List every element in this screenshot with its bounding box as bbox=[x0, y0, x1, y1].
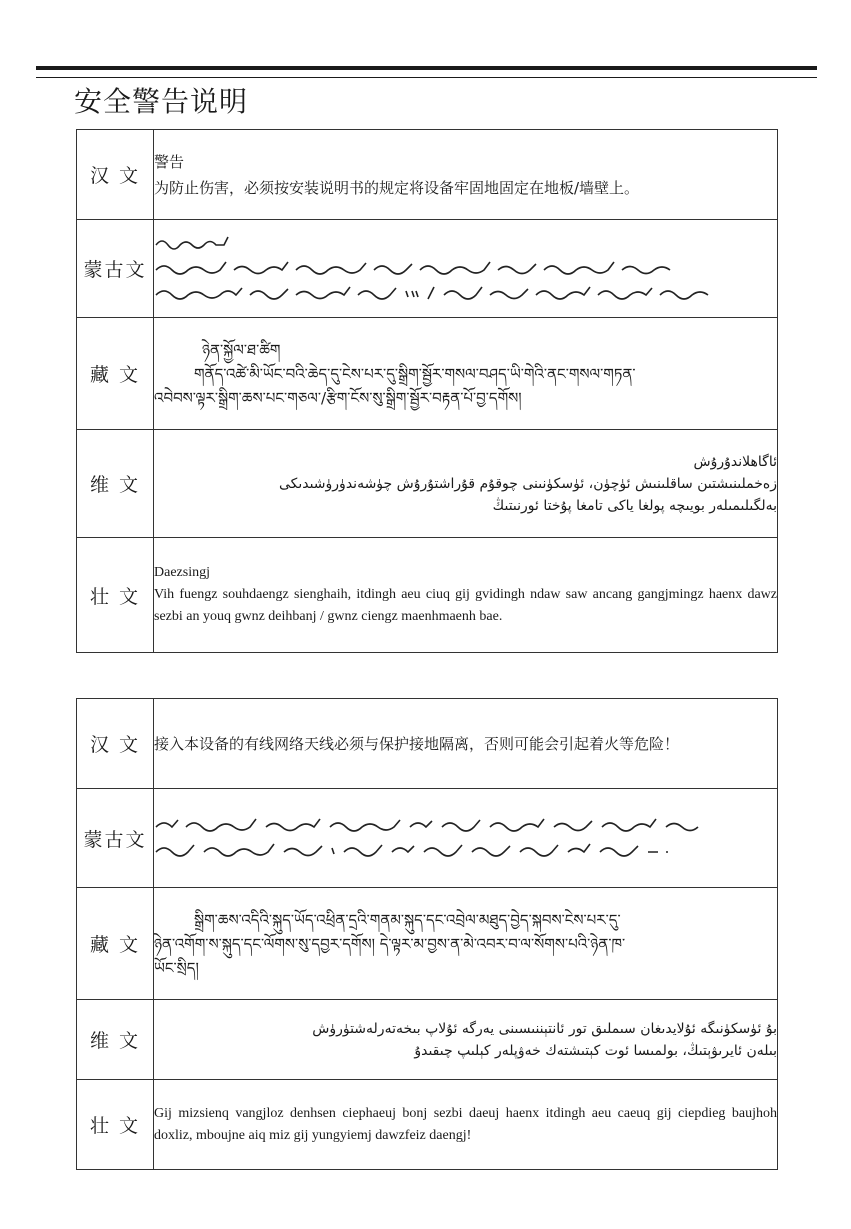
cell-mongolian bbox=[154, 220, 778, 318]
cell-zhuang bbox=[154, 1080, 778, 1170]
cell-tibetan bbox=[154, 318, 778, 430]
table-row-chinese bbox=[77, 699, 778, 789]
lang-label-uyghur: 维 文 bbox=[77, 430, 154, 538]
warning-heading-uyghur: ئاگاھلاندۇرۇش bbox=[693, 453, 777, 470]
notice-text-chinese: 接入本设备的有线网络天线必须与保护接地隔离，否则可能会引起着火等危险！ bbox=[154, 734, 680, 753]
warning-heading-chinese: 警告 bbox=[154, 152, 185, 171]
notice-text-uyghur-line-1: بۇ ئۈسكۈنىگە ئۇلايدىغان سىملىق تور ئانتېننىسىنى يەرگە ئۇلاپ بىخەتەرلەشتۈرۈش bbox=[312, 1020, 777, 1037]
warning-heading-tibetan: ཉེན་སྐྱོལ་ཐ་ཚིག bbox=[202, 340, 281, 359]
cell-zhuang bbox=[154, 538, 778, 653]
table-row-mongolian bbox=[77, 220, 778, 318]
safety-table-2 bbox=[76, 698, 778, 1170]
table-row-zhuang bbox=[77, 1080, 778, 1170]
cell-chinese bbox=[154, 130, 778, 220]
lang-label-mongolian: 蒙古文 bbox=[77, 220, 154, 318]
table-row-tibetan bbox=[77, 318, 778, 430]
cell-uyghur bbox=[154, 1000, 778, 1080]
header-rule-thin bbox=[36, 77, 817, 78]
cell-mongolian bbox=[154, 789, 778, 888]
cell-uyghur bbox=[154, 430, 778, 538]
lang-label-zhuang: 壮 文 bbox=[77, 1080, 154, 1170]
cell-tibetan bbox=[154, 888, 778, 1000]
lang-label-zhuang: 壮 文 bbox=[77, 538, 154, 653]
notice-text-uyghur-line-2: بىلەن ئايرىۋېتىڭ، بولمىسا ئوت كېتىشتەك خەۋپلەر كېلىپ چىقىدۇ bbox=[414, 1042, 777, 1059]
lang-label-chinese: 汉 文 bbox=[77, 130, 154, 220]
mongolian-script-line-2 bbox=[154, 840, 777, 862]
warning-text-tibetan-line-1: གནོད་འཚེ་མི་ཡོང་བའི་ཆེད་དུ་ངེས་པར་དུ་སྒྲིག་སྦྱོར་གསལ་བཤད་ཡི་གེའི་ནང་གསལ་གཏན་ bbox=[194, 364, 636, 383]
table-row-zhuang bbox=[77, 538, 778, 653]
table-row-chinese bbox=[77, 130, 778, 220]
safety-table-1 bbox=[76, 129, 778, 653]
warning-text-zhuang: Vih fuengz souhdaengz sienghaih, itdingh aeu ciuq gij gvidingh ndaw saw ancang gangjmingz haenx dawz sezbi an youq gwnz deihbanj / gwnz ciengz maenhmaenh bae. bbox=[154, 587, 777, 624]
mongolian-script-heading bbox=[154, 233, 777, 255]
mongolian-script-line-2 bbox=[154, 283, 777, 305]
page-title: 安全警告说明 bbox=[74, 85, 249, 118]
notice-text-tibetan-line-2: ཉེན་འགོག་ས་སྐུད་དང་ལོགས་སུ་དབྱར་དགོས། དེ་ལྟར་མ་བྱས་ན་མེ་འབར་བ་ལ་སོགས་པའི་ཉེན་ཁ་ bbox=[154, 934, 626, 953]
table-row-uyghur bbox=[77, 430, 778, 538]
lang-label-tibetan: 藏 文 bbox=[77, 318, 154, 430]
lang-label-mongolian: 蒙古文 bbox=[77, 789, 154, 888]
lang-label-chinese: 汉 文 bbox=[77, 699, 154, 789]
notice-text-tibetan-line-1: སྒྲིག་ཆས་འདིའི་སྐུད་ཡོད་འཕྲིན་དྲའི་གནམ་སྐུད་དང་འབྲེལ་མཐུད་བྱེད་སྐབས་ངེས་པར་དུ་ bbox=[194, 910, 621, 929]
table-row-uyghur bbox=[77, 1000, 778, 1080]
table-row-mongolian bbox=[77, 789, 778, 888]
mongolian-script-line-1 bbox=[154, 815, 777, 837]
lang-label-tibetan: 藏 文 bbox=[77, 888, 154, 1000]
cell-chinese bbox=[154, 699, 778, 789]
warning-text-uyghur-line-1: زەخملىنىشتىن ساقلىنىش ئۈچۈن، ئۈسكۈنىنى چوقۇم قۇراشتۇرۇش چۈشەندۈرۈشىدىكى bbox=[278, 475, 777, 492]
notice-text-tibetan-line-3: ཡོང་སྲིད། bbox=[154, 958, 199, 977]
warning-text-chinese: 为防止伤害，必须按安装说明书的规定将设备牢固地固定在地板/墙壁上。 bbox=[154, 178, 640, 197]
warning-text-uyghur-line-2: بەلگىلىمىلەر بويىچە پولغا ياكى تامغا پۇختا ئورنىتىڭ bbox=[492, 497, 777, 514]
header-rule-thick bbox=[36, 66, 817, 70]
lang-label-uyghur: 维 文 bbox=[77, 1000, 154, 1080]
warning-heading-zhuang: Daezsingj bbox=[154, 565, 210, 580]
notice-text-zhuang: Gij mizsienq vangjloz denhsen ciephaeuj bonj sezbi daeuj haenx itdingh aeu caeuq gij ciepdieg baujhoh doxliz, mboujne aiq miz gij yungyiemj dawzfeiz daengj! bbox=[154, 1105, 777, 1143]
warning-text-tibetan-line-2: འབེབས་ལྟར་སྒྲིག་ཆས་པང་གཅལ་/རྩིག་ངོས་སུ་སྒྲིག་སྦྱོར་བརྟན་པོ་བྱ་དགོས། bbox=[154, 388, 522, 407]
mongolian-script-line-1 bbox=[154, 258, 777, 280]
table-row-tibetan bbox=[77, 888, 778, 1000]
